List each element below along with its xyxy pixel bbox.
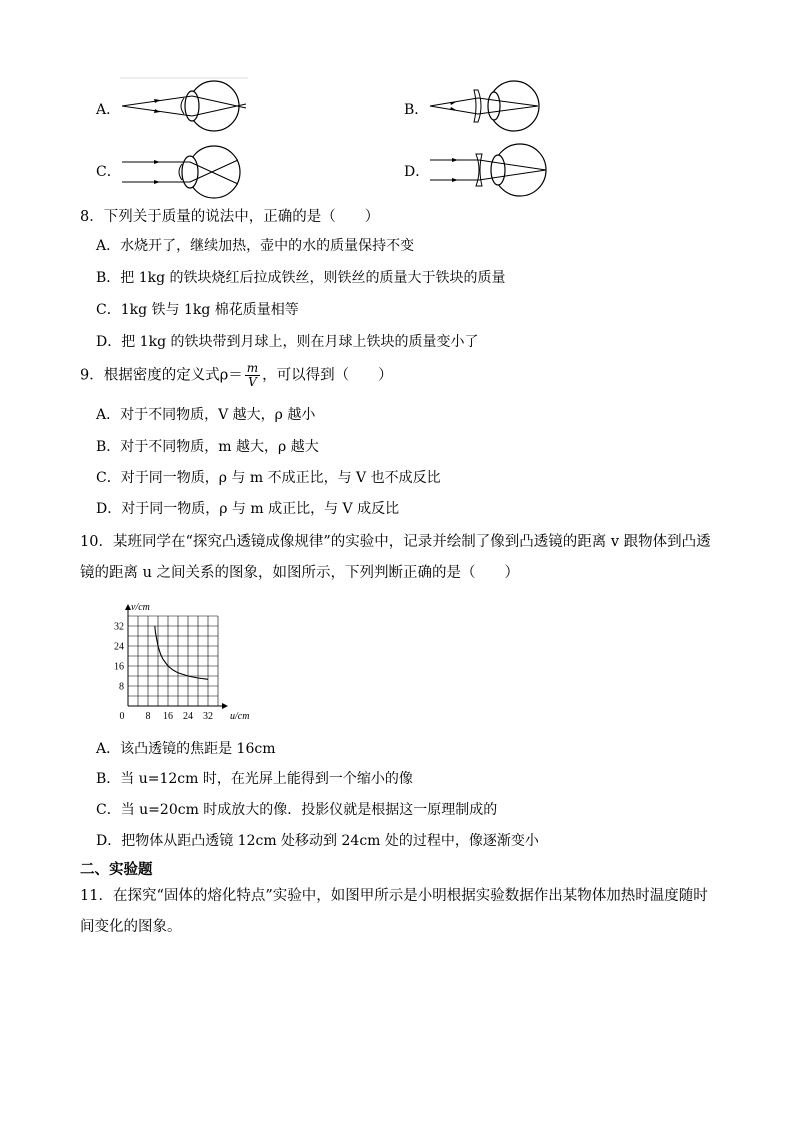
y-tick-label: 16 xyxy=(114,661,124,673)
q9-option-a[interactable]: A．对于不同物质，V 越大，ρ 越小 xyxy=(96,407,316,423)
eye-diagram-a xyxy=(120,76,250,134)
q9-option-c[interactable]: C．对于同一物质，ρ 与 m 不成正比，与 V 也不成反比 xyxy=(96,470,441,486)
x-tick-label: 32 xyxy=(203,711,213,722)
q8-option-b[interactable]: B．把 1kg 的铁块烧红后拉成铁丝，则铁丝的质量大于铁块的质量 xyxy=(96,270,506,286)
q10-stem-line2: 镜的距离 u 之间关系的图象，如图所示，下列判断正确的是（ ） xyxy=(80,565,520,581)
q9-stem-before: 9．根据密度的定义式ρ＝ xyxy=(80,367,243,384)
q8-option-c[interactable]: C．1kg 铁与 1kg 棉花质量相等 xyxy=(96,302,299,318)
y-tick-label: 24 xyxy=(114,641,124,653)
fraction-denominator: V xyxy=(248,375,257,389)
eye-diagram-c xyxy=(120,142,250,200)
y-tick-label: 8 xyxy=(119,681,124,693)
chart-axes xyxy=(125,604,228,709)
density-fraction xyxy=(245,362,260,389)
eye-option-b-label: B． xyxy=(404,102,429,118)
x-axis-arrow xyxy=(222,703,228,709)
q11-line2: 间变化的图象。 xyxy=(80,919,182,935)
series-curve-v-u xyxy=(155,626,208,679)
chart-grid xyxy=(128,616,218,706)
chart-xlabel: u/cm xyxy=(230,711,250,722)
x-tick-label: 24 xyxy=(183,711,193,722)
q9-option-d[interactable]: D．对于同一物质，ρ 与 m 成正比，与 V 成反比 xyxy=(96,501,400,517)
eye-option-d-label: D． xyxy=(404,164,430,180)
chart-series xyxy=(155,626,208,679)
q10-option-b[interactable]: B．当 u=12cm 时，在光屏上能得到一个缩小的像 xyxy=(96,771,413,787)
chart-ylabel: v/cm xyxy=(131,602,150,613)
q8-option-a[interactable]: A．水烧开了，继续加热，壶中的水的质量保持不变 xyxy=(96,238,415,254)
eye-option-a-label: A． xyxy=(96,102,121,118)
y-tick-label: 32 xyxy=(114,621,124,633)
eye-diagram-d xyxy=(428,140,552,200)
x-tick-label: 8 xyxy=(145,711,151,722)
q8-option-d[interactable]: D．把 1kg 的铁块带到月球上，则在月球上铁块的质量变小了 xyxy=(96,334,479,350)
q9-stem xyxy=(80,362,393,389)
x-tick-label: 0 xyxy=(119,711,125,722)
q10-option-a[interactable]: A．该凸透镜的焦距是 16cm xyxy=(96,741,276,757)
q11-line1: 11．在探究“固体的熔化特点”实验中，如图甲所示是小明根据实验数据作出某物体加热时温度随时 xyxy=(80,888,708,904)
q8-stem: 8．下列关于质量的说法中，正确的是（ ） xyxy=(80,209,380,225)
q10-stem-line1: 10．某班同学在“探究凸透镜成像规律”的实验中，记录并绘制了像到凸透镜的距离 v 跟物体到凸透 xyxy=(80,534,711,550)
section-title-experiment: 二、实验题 xyxy=(80,862,153,878)
eye-diagram-b xyxy=(428,78,548,134)
fraction-numerator: m xyxy=(246,361,259,375)
eye-option-c-label: C． xyxy=(96,164,121,180)
v-u-chart xyxy=(100,596,270,724)
q10-option-d[interactable]: D．把物体从距凸透镜 12cm 处移动到 24cm 处的过程中，像逐渐变小 xyxy=(96,833,539,849)
x-tick-label: 16 xyxy=(163,711,173,722)
q10-option-c[interactable]: C．当 u=20cm 时成放大的像．投影仪就是根据这一原理制成的 xyxy=(96,802,498,818)
q9-stem-after: ，可以得到（ ） xyxy=(262,367,393,384)
q9-option-b[interactable]: B．对于不同物质，m 越大，ρ 越大 xyxy=(96,439,319,455)
